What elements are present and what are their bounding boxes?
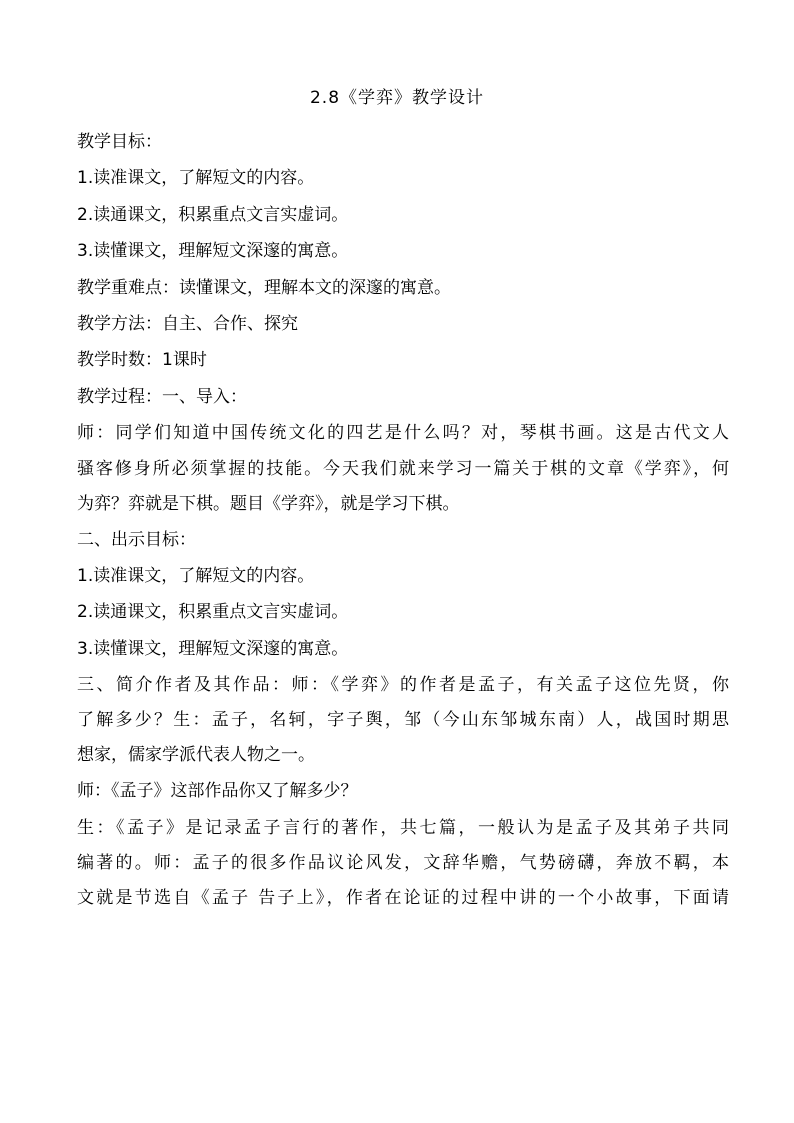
text-line: 三、简介作者及其作品：师：《学弈》的作者是孟子，有关孟子这位先贤，你 [77, 675, 729, 696]
text-line: 教学时数：1课时 [77, 350, 207, 371]
text-line: 教学目标： [77, 132, 162, 152]
text-line: 教学方法：自主、合作、探究 [77, 313, 298, 334]
text-line: 骚客修身所必须掌握的技能。今天我们就来学习一篇关于棋的文章《学弈》，何 [77, 458, 729, 479]
text-line: 二、出示目标： [77, 529, 196, 550]
text-line: 教学过程：一、导入： [77, 386, 247, 407]
text-line: 3.读懂课文，理解短文深邃的寓意。 [77, 638, 349, 659]
text-line: 文就是节选自《孟子 告子上》，作者在论证的过程中讲的一个小故事，下面请 [77, 888, 729, 909]
text-line: 1.读准课文，了解短文的内容。 [77, 168, 315, 189]
text-line: 1.读准课文，了解短文的内容。 [77, 565, 315, 586]
text-line: 想家，儒家学派代表人物之一。 [77, 745, 315, 766]
text-line: 2.读通课文，积累重点文言实虚词。 [77, 204, 349, 225]
text-line: 师：《孟子》这部作品你又了解多少？ [77, 781, 358, 802]
text-line: 师：同学们知道中国传统文化的四艺是什么吗？对，琴棋书画。这是古代文人 [77, 423, 729, 444]
text-line: 了解多少？生：孟子，名轲，字子舆，邹（今山东邹城东南）人，战国时期思 [77, 710, 729, 731]
text-line: 为弈？弈就是下棋。题目《学弈》，就是学习下棋。 [77, 493, 460, 514]
text-line: 2.读通课文，积累重点文言实虚词。 [77, 602, 349, 623]
text-line: 3.读懂课文，理解短文深邃的寓意。 [77, 241, 349, 262]
text-line: 编著的。师：孟子的很多作品议论风发，文辞华赡，气势磅礴，奔放不羁，本 [77, 853, 729, 874]
text-line: 生：《孟子》是记录孟子言行的著作，共七篇，一般认为是孟子及其弟子共同 [77, 817, 729, 838]
document-body [77, 124, 729, 916]
document-title: 2.8《学弈》教学设计 [309, 88, 485, 108]
text-line: 教学重难点：读懂课文，理解本文的深邃的寓意。 [77, 277, 451, 298]
